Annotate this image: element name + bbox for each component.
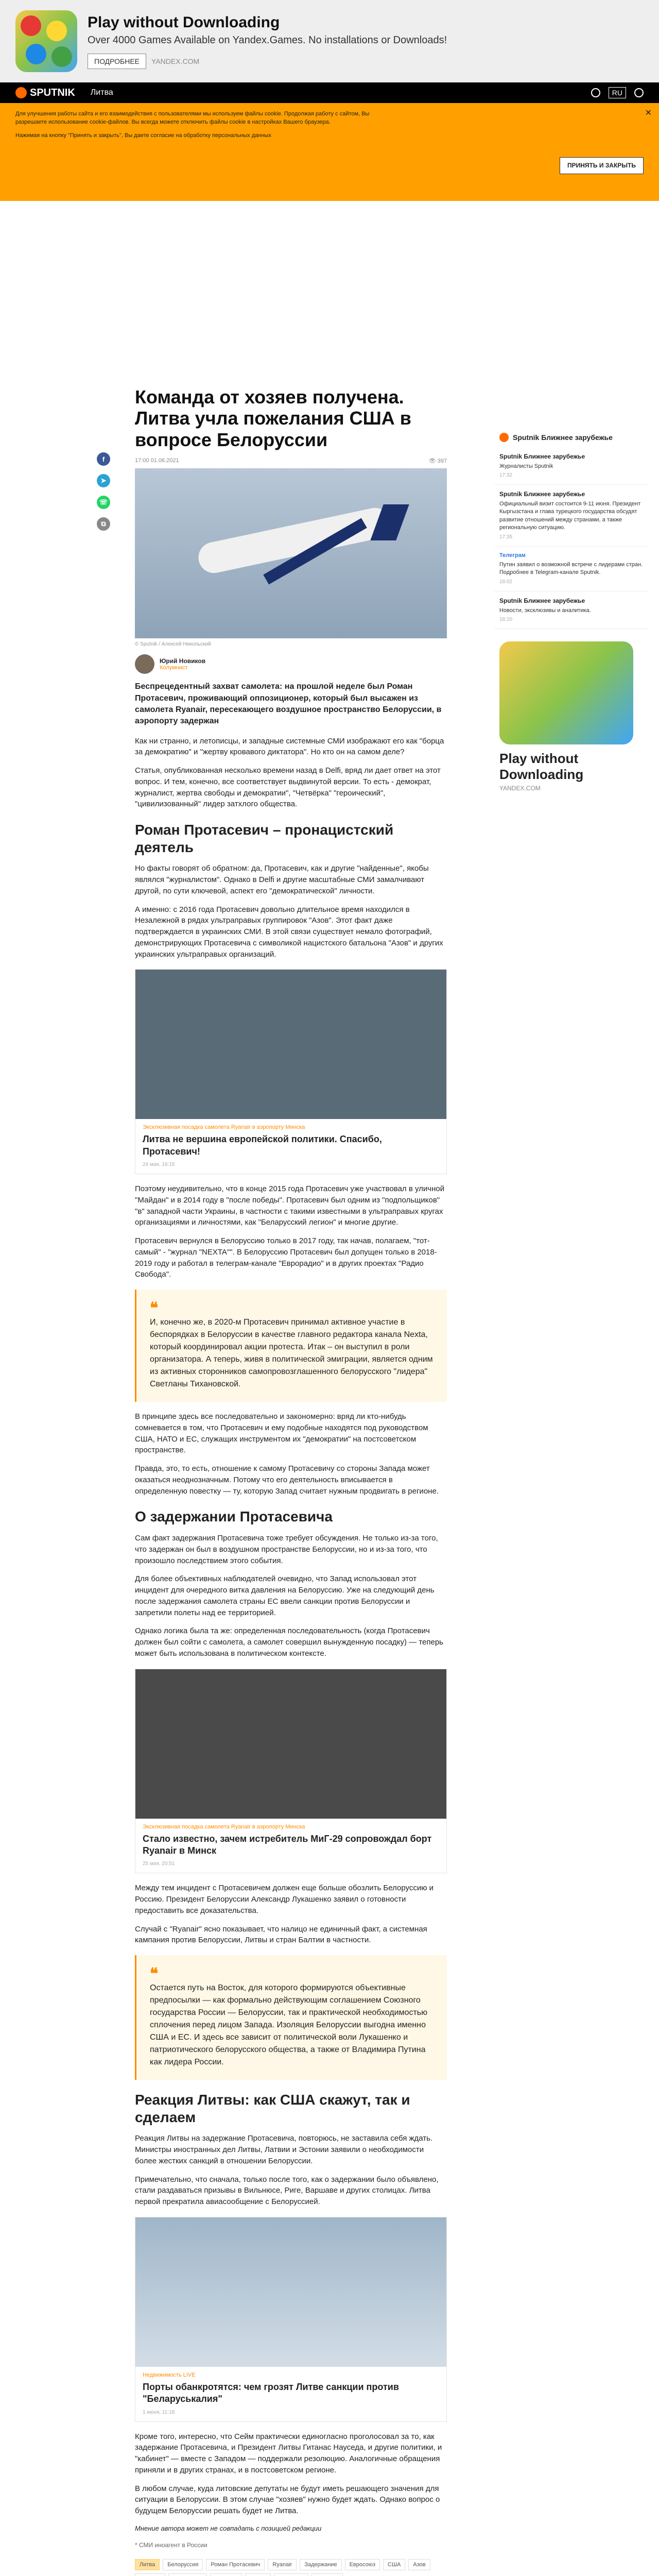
paragraph: Кроме того, интересно, что Сейм практически единогласно проголосовал за то, как задержание Протасевича, и Президент Литвы Гитанас Науседа, и другие политики, и "кабинет" — вместе с Западом — поддержали резолюцию. Аналогичные обращения приняли и в других странах, и в постсоветском регионе.	[135, 2432, 442, 2475]
nav-section[interactable]: Литва	[90, 88, 113, 97]
related-article-image	[135, 2217, 446, 2367]
sputnik-logo-icon	[499, 433, 509, 442]
paragraph: Для более объективных наблюдателей очевидно, что Запад использовал этот инцидент для очередного витка давления на Белоруссию. Уже на следующий день после задержания самолета страны ЕС ввели санкции против Белоруссии и запретили полеты над ее территорией.	[135, 1574, 435, 1617]
user-icon[interactable]	[634, 88, 644, 97]
close-icon[interactable]: ✕	[645, 109, 652, 117]
pull-quote: ❝ Остается путь на Восток, для которого формируются объективные предпосылки — как формально действующим соглашением Союзного государства России — Белоруссии, так и практической необходимостью сплочения перед лицом Запада. Изоляция Белоруссии выгодна именно США и ЕС. И здесь все зависит от политической воли Лукашенко и патриотического белорусского общества, а также от Владимира Путина как лидера России.	[135, 1955, 447, 2080]
tag[interactable]: Роман Протасевич	[206, 2559, 265, 2570]
language-switch[interactable]: RU	[609, 87, 626, 98]
author-role: Колумнист	[160, 665, 188, 671]
related-article-title: Порты обанкротятся: чем грозят Литве санкции против "Беларуськалия"	[143, 2381, 399, 2404]
share-panel	[97, 452, 110, 531]
sidebar-ad[interactable]	[494, 636, 649, 797]
quote-icon: ❝	[150, 1965, 159, 1983]
author-name: Юрий Новиков	[160, 657, 206, 665]
related-article-category: Эксклюзивная посадка самолета Ryanair в аэропорту Минска	[143, 1124, 305, 1131]
hero-image	[135, 468, 447, 638]
consent-text: Для улучшения работы сайта и его взаимодействия с пользователями мы используем файлы cookie. Продолжая работу с сайтом, Вы разрешаете использование cookie-файлов. Вы всегда можете отключить файлы cookie в настройках Вашего браузера.	[15, 111, 370, 125]
ad-domain: YANDEX.COM	[151, 57, 200, 65]
ad-subtitle: Over 4000 Games Available on Yandex.Games. No installations or Downloads!	[88, 34, 447, 46]
paragraph: Реакция Литвы на задержание Протасевича, повторюсь, не заставила себя ждать. Министры иностранных дел Литвы, Латвии и Эстонии заявили о необходимости более жестких санкций в отношении Белоруссии.	[135, 2134, 433, 2165]
section-heading: Реакция Литвы: как США скажут, так и сделаем	[135, 2092, 410, 2125]
avatar	[135, 654, 154, 674]
whatsapp-share-icon[interactable]: ☏	[97, 496, 110, 509]
related-article-card[interactable]	[135, 2217, 447, 2422]
paragraph: В принципе здесь все последовательно и закономерно: вряд ли кто-нибудь сомневается в том, что Протасевич и ему подобные находятся под руководством США, НАТО и ЕС, служащих инструментом их "демократии" на постсоветском пространстве.	[135, 1412, 428, 1455]
sidebar-item[interactable]: Телеграм Путин заявил о возможной встрече с лидерами стран. Подробнее в Telegram-канале Sputnik. 18:02	[494, 547, 649, 591]
sidebar-item[interactable]: Sputnik Ближнее зарубежье Новости, эксклюзивы и аналитика. 18:20	[494, 591, 649, 629]
paragraph: В любом случае, куда литовские депутаты не будут иметь решающего значения для ситуации в Белоруссии. В этом случае "хозяев" нужно будет ждать. Однако вопрос о будущем Белоруссии решать будет не Литва.	[135, 2484, 440, 2516]
tag[interactable]: Ryanair	[268, 2559, 297, 2570]
paragraph: Но факты говорят об обратном: да, Протасевич, как и другие "найденные", якобы являлся "журналистом". Однако в Delfi и другие масштабные СМИ замалчивают другой, по сути ключевой, аспект его "демократической" личности.	[135, 864, 429, 895]
sidebar-header[interactable]: Sputnik Ближнее зарубежье	[494, 428, 649, 447]
tag[interactable]: Азов	[408, 2559, 430, 2570]
author-block[interactable]	[135, 654, 447, 674]
related-article-card[interactable]	[135, 969, 447, 1174]
related-article-category: Недвижимость LIVE	[143, 2371, 196, 2378]
sidebar-item[interactable]: Sputnik Ближнее зарубежье Официальный визит состоится 9-11 июня. Президент Кыргызстана и глава турецкого государства обсудят развитие отношений между странами, а также региональную ситуацию. 17:35	[494, 485, 649, 546]
paragraph: Между тем инцидент с Протасевичем должен еще больше обозлить Белоруссию и Россию. Президент Белоруссии Александр Лукашенко заявил о готовности предоставить все доказательства.	[135, 1884, 434, 1915]
paragraph: А именно: с 2016 года Протасевич довольно длительное время находился в Незалежной в рядах ультраправых группировок "Азов". Этот факт даже подтверждается в украинских СМИ. В этой связи существует немало фотографий, демонстрирующих Протасевича с символикой нацистского батальона "Азов" и других украинских ультраправых организаций.	[135, 905, 443, 959]
section-heading: Роман Протасевич – пронацистский деятель	[135, 822, 394, 855]
ad-title: Play without Downloading	[88, 13, 280, 31]
quote-icon: ❝	[150, 1300, 159, 1317]
sidebar	[494, 428, 649, 797]
paragraph: Протасевич вернулся в Белоруссию только в 2017 году, так начав, полагаем, "тот-самый" - "журнал "NEXTA"". В Белоруссию Протасевич был допущен только в 2018-2019 году и работал в телеграм-канале "Еврорадио" и в других проектах "Радио Свобода".	[135, 1236, 437, 1279]
related-article-date: 1 июня, 11:18	[143, 2409, 175, 2415]
section-heading: О задержании Протасевича	[135, 1509, 333, 1525]
article-date: 17:00 01.06.2021	[135, 457, 179, 464]
ad-details-button[interactable]: ПОДРОБНЕЕ	[88, 54, 146, 69]
related-article-date: 25 мая, 20:51	[143, 1861, 175, 1867]
paragraph: Сам факт задержания Протасевича тоже требует обсуждения. Не только из-за того, что задержан он был в воздушном пространстве Белоруссии, но и из-за того, что произошло последствием этого события.	[135, 1534, 438, 1565]
related-article-card[interactable]	[135, 1669, 447, 1874]
article-lead: Беспрецедентный захват самолета: на прошлой неделе был Роман Протасевич, проживающий оппозиционер, который был высажен из самолета Ryanair, пересекающего воздушное пространство Белоруссии, в аэропорту задержан	[135, 682, 442, 726]
tag[interactable]: Белоруссия	[163, 2559, 203, 2570]
eye-icon: 👁	[428, 458, 438, 465]
accept-and-close-button[interactable]: ПРИНЯТЬ И ЗАКРЫТЬ	[560, 157, 644, 174]
tag[interactable]	[245, 2573, 271, 2576]
related-article-image	[135, 1669, 446, 1819]
tag[interactable]	[168, 2573, 206, 2576]
paragraph: Однако логика была та же: определенная последовательность (когда Протасевич должен был сойти с самолета, а самолет совершил вынужденную посадку) — теперь может быть использована в политическом контексте.	[135, 1626, 443, 1658]
consent-text-2: Нажимая на кнопку "Принять и закрыть", Вы даете согласие на обработку персональных данных	[15, 132, 271, 139]
tag[interactable]	[274, 2573, 308, 2576]
related-article-title: Литва не вершина европейской политики. Спасибо, Протасевич!	[143, 1134, 382, 1157]
tag[interactable]	[210, 2573, 242, 2576]
top-ad-banner[interactable]	[0, 0, 659, 82]
tag[interactable]	[135, 2573, 165, 2576]
tag[interactable]: Задержание	[300, 2559, 341, 2570]
paragraph: Случай с "Ryanair" ясно показывает, что налицо не единичный факт, а системная кампания против Белоруссии, Литвы и стран Балтии в частности.	[135, 1924, 427, 1945]
image-caption: © Sputnik / Алексей Никольский	[135, 641, 211, 648]
paragraph: Примечательно, что сначала, только после того, как о задержании было объявлено, стали раздаваться призывы в Вильнюсе, Риге, Варшаве и других столицах. Литва первой прекратила авиасообщение с Белоруссией.	[135, 2175, 439, 2207]
paragraph: Как ни странно, и летописцы, и западные системные СМИ изображают его как "борца за демократию" и "жертву кровавого диктатора". Но кто он на самом деле?	[135, 736, 444, 757]
sputnik-logo[interactable]: SPUTNIK	[15, 87, 75, 99]
sidebar-ad-title: Play without Downloading	[499, 750, 584, 783]
pull-quote: ❝ И, конечно же, в 2020-м Протасевич принимал активное участие в беспорядках в Белоруссии в качестве главного редактора канала Nexta, который координировал акции протеста. Итак – он выступил в роли организатора. А теперь, живя в политической эмиграции, является одним из активных сторонников самопровозглашенного белорусского "лидера" Светланы Тихановской.	[135, 1290, 447, 1402]
search-icon[interactable]	[591, 88, 600, 97]
yandex-games-icon	[15, 10, 77, 72]
telegram-share-icon[interactable]: ➤	[97, 474, 110, 487]
paragraph: Статья, опубликованная несколько времени назад в Delfi, вряд ли дает ответ на этот вопрос. И тем, конечно, все соответствует выдвинутой версии. То есть - демократ, журналист, жертва свободы и демократии", "Четвёрка" "героический", "цивилизованный" лидер затхлого общества.	[135, 766, 441, 809]
related-article-title: Стало известно, зачем истребитель МиГ-29 сопровождал борт Ryanair в Минск	[143, 1833, 432, 1856]
tag[interactable]: Евросоюз	[345, 2559, 380, 2570]
copy-link-icon[interactable]: ⧉	[97, 517, 110, 531]
related-article-image	[135, 970, 446, 1119]
disclaimer: Мнение автора может не совпадать с позицией редакции	[135, 2524, 322, 2532]
related-article-category: Эксклюзивная посадка самолета Ryanair в аэропорту Минска	[143, 1823, 305, 1830]
tag-list	[135, 2559, 447, 2576]
tag[interactable]	[311, 2573, 343, 2576]
related-article-date: 24 мая, 16:15	[143, 1162, 175, 1168]
paragraph: Правда, это, то есть, отношение к самому Протасевичу со стороны Запада может оказаться неоднозначным. Потому что его деятельность вписывается в определенную повестку — ту, которую Запад считает нужным продвигать в регионе.	[135, 1464, 439, 1496]
article-views: 397	[437, 458, 447, 465]
cookie-consent-banner	[0, 103, 659, 201]
sidebar-ad-domain: YANDEX.COM	[499, 785, 541, 792]
article	[135, 386, 447, 2576]
tag[interactable]: США	[383, 2559, 405, 2570]
facebook-share-icon[interactable]: f	[97, 452, 110, 466]
tag[interactable]: Литва	[135, 2559, 160, 2570]
paragraph: Поэтому неудивительно, что в конце 2015 года Протасевич уже участвовал в уличной "Майдан" и в 2014 году в "после победы". Протасевич был одним из "подпольщиков" "в" западной части Украины, в частности с такими известными в ультраправых кругах организациями и личностями, как "Беларусский легион" и многие другие.	[135, 1184, 445, 1227]
sidebar-item[interactable]: Sputnik Ближнее зарубежье Журналисты Sputnik 17:32	[494, 447, 649, 485]
foreign-agent-note: * СМИ иноагент в России	[135, 2541, 207, 2549]
sputnik-logo-icon	[15, 87, 27, 98]
article-title: Команда от хозяев получена. Литва учла пожелания США в вопросе Белоруссии	[135, 386, 411, 450]
yandex-games-icon	[499, 641, 633, 744]
main-navbar	[0, 82, 659, 103]
